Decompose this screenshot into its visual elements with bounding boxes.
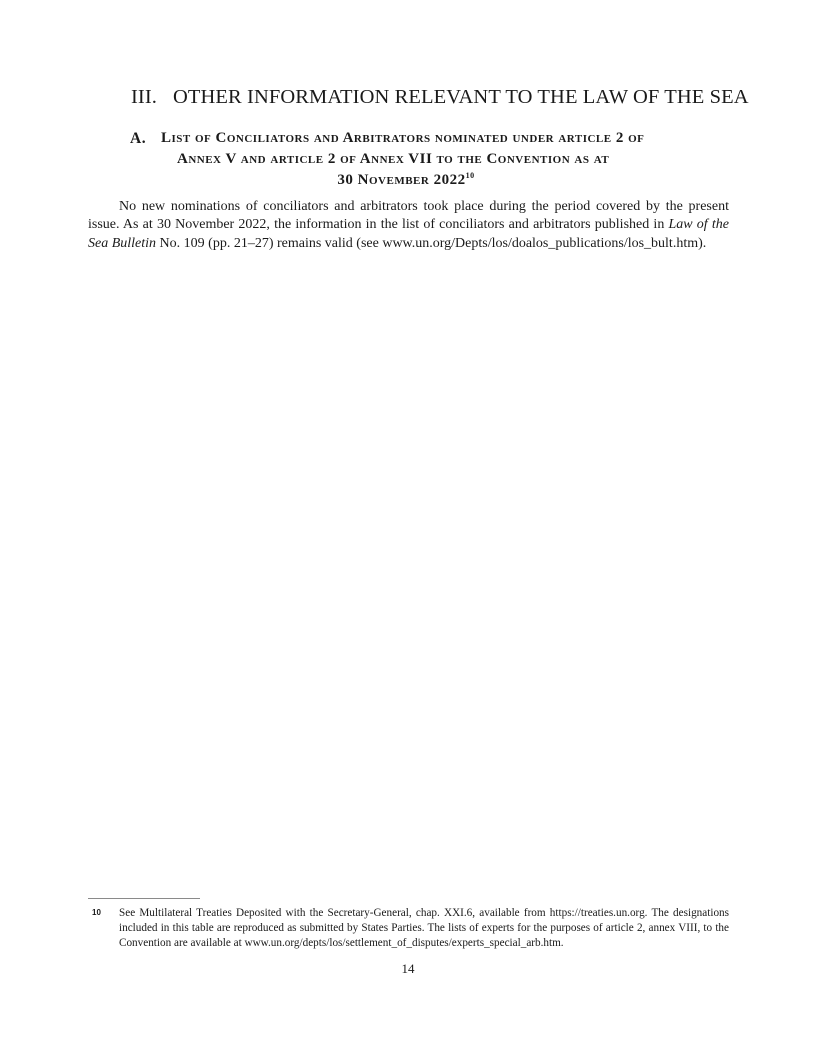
footnote-separator xyxy=(88,898,200,899)
part-heading xyxy=(131,86,749,109)
bulletin-title: Law of the Sea Bulletin xyxy=(88,217,729,251)
page-number: 14 xyxy=(401,961,415,976)
section-title-date: 30 November 2022 xyxy=(337,172,466,188)
part-title: OTHER INFORMATION RELEVANT TO THE LAW OF THE SEA xyxy=(173,86,749,108)
footnote-reference: 10 xyxy=(465,171,475,180)
section-title-line-1: List of Conciliators and Arbitrators nominated under article 2 of xyxy=(161,130,645,146)
body-text-end: No. 109 (pp. 21–27) remains valid (see www.un.org/Depts/los/doalos_publications/los_bult.htm). xyxy=(156,235,707,251)
body-paragraph xyxy=(88,198,729,253)
footnote xyxy=(88,906,729,952)
footnote-text: See Multilateral Treaties Deposited with the Secretary-General, chap. XXI.6, available from https://treaties.un.org. The designations included in this table are reproduced as submitted by States Parties. The lists of experts for the purposes of article 2, annex VIII, to the Convention are available at www.un.org/depts/los/settlement_of_disputes/experts_special_arb.htm. xyxy=(119,907,729,950)
section-title-line-2: Annex V and article 2 of Annex VII to the Convention as at xyxy=(177,151,610,167)
section-heading xyxy=(130,128,690,191)
section-letter: A. xyxy=(130,130,147,147)
footnote-mark: 10 xyxy=(92,908,101,917)
section-title-line-3 xyxy=(126,170,686,191)
part-number: III. xyxy=(131,86,158,108)
body-text-start: No new nominations of conciliators and arbitrators took place during the period covered by the present issue. As at 30 November 2022, the information in the list of conciliators and arbitrators published in xyxy=(88,199,729,233)
